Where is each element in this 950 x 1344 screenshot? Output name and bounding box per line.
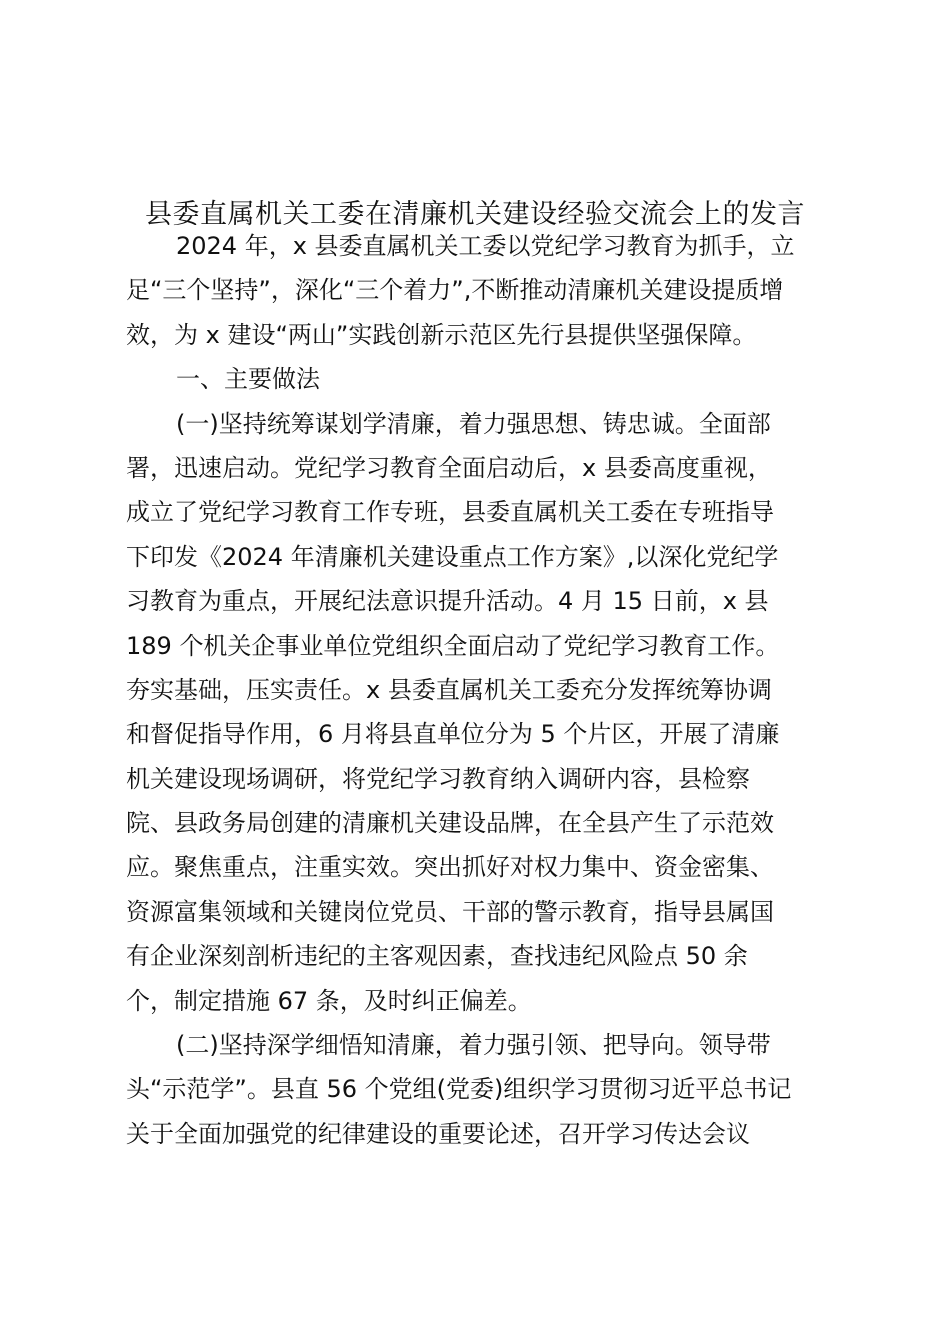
text-line: 署，迅速启动。党纪学习教育全面启动后，x 县委高度重视， [126, 453, 772, 482]
text-line: 院、县政务局创建的清廉机关建设品牌，在全县产生了示范效 [126, 809, 774, 838]
text-line: 效，为 x 建设“两山”实践创新示范区先行县提供坚强保障。 [126, 320, 757, 349]
text-line: 2024 年，x 县委直属机关工委以党纪学习教育为抓手，立 [176, 232, 795, 260]
text-line: 和督促指导作用，6 月将县直单位分为 5 个片区，开展了清廉 [126, 720, 780, 749]
text-line: 夯实基础，压实责任。x 县委直属机关工委充分发挥统筹协调 [126, 675, 772, 704]
text-line: (一)坚持统筹谋划学清廉，着力强思想、铸忠诚。全面部 [176, 409, 771, 438]
text-line: 机关建设现场调研，将党纪学习教育纳入调研内容，县检察 [126, 764, 750, 793]
text-line: 头“示范学”。县直 56 个党组(党委)组织学习贯彻习近平总书记 [126, 1075, 792, 1104]
text-line: 资源富集领域和关键岗位党员、干部的警示教育，指导县属国 [126, 897, 774, 926]
text-line: 一、主要做法 [176, 365, 320, 394]
text-line: 应。聚焦重点，注重实效。突出抓好对权力集中、资金密集、 [126, 853, 774, 882]
text-line: 下印发《2024 年清廉机关建设重点工作方案》,以深化党纪学 [126, 542, 779, 571]
document-body [126, 224, 831, 1156]
text-line: 个，制定措施 67 条，及时纠正偏差。 [126, 986, 532, 1015]
text-line: 成立了党纪学习教育工作专班，县委直属机关工委在专班指导 [126, 498, 774, 527]
document-title: 县委直属机关工委在清廉机关建设经验交流会上的发言 [145, 199, 805, 231]
text-line: 习教育为重点，开展纪法意识提升活动。4 月 15 日前，x 县 [126, 587, 769, 616]
text-line: 有企业深刻剖析违纪的主客观因素，查找违纪风险点 50 余 [126, 942, 748, 971]
text-line: (二)坚持深学细悟知清廉，着力强引领、把导向。领导带 [176, 1031, 771, 1060]
text-line: 足“三个坚持”，深化“三个着力”,不断推动清廉机关建设提质增 [126, 276, 784, 305]
text-line: 189 个机关企事业单位党组织全面启动了党纪学习教育工作。 [126, 631, 780, 660]
text-line: 关于全面加强党的纪律建设的重要论述，召开学习传达会议 [126, 1119, 750, 1148]
